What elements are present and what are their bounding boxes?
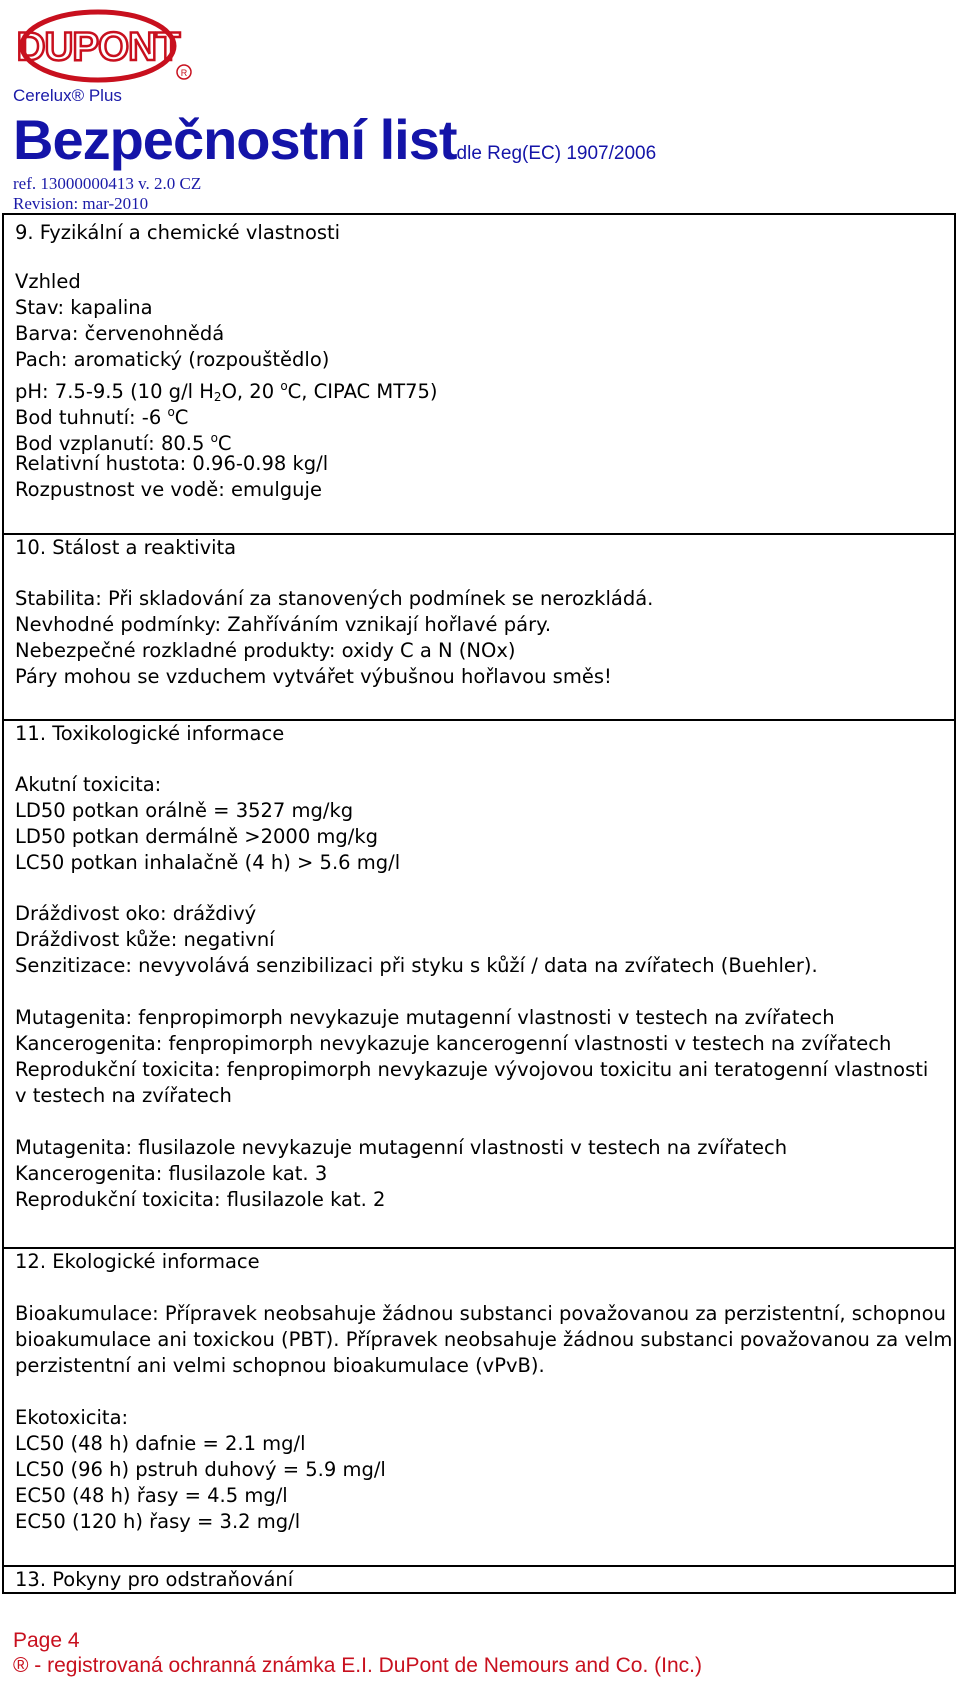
lc50-inhalation: LC50 potkan inhalačně (4 h) > 5.6 mg/l [15, 851, 401, 874]
title-text: Bezpečnostní list [13, 108, 457, 171]
ph: pH: 7.5-9.5 (10 g/l $H_2O$, 20 $^o$C, CIPAC MT75) [15, 379, 438, 404]
trademark-notice: ® - registrovaná ochranná známka E.I. DuPont de Nemours and Co. (Inc.) [13, 1654, 702, 1677]
eye-irritation: Dráždivost oko: dráždivý [15, 902, 257, 925]
decomposition-products: Nebezpečné rozkladné produkty: oxidy C a N (NOx) [15, 639, 516, 662]
bioaccumulation-line-1: Bioakumulace: Přípravek neobsahuje žádnou substanci považovanou za perzistentní, schopnou [15, 1302, 946, 1325]
section-10-title: 10. Stálost a reaktivita [15, 536, 237, 559]
reproductive-fenpropimorph-cont: v testech na zvířatech [15, 1084, 232, 1107]
vapors-warning: Páry mohou se vzduchem vytvářet výbušnou hořlavou směs! [15, 665, 612, 688]
ld50-dermal: LD50 potkan dermálně >2000 mg/kg [15, 825, 379, 848]
stability: Stabilita: Při skladování za stanovených podmínek se nerozkládá. [15, 587, 654, 610]
ecotoxicity-heading: Ekotoxicita: [15, 1406, 129, 1429]
color: Barva: červenohnědá [15, 322, 225, 345]
document-ref: ref. 13000000413 v. 2.0 CZ [13, 174, 202, 193]
density: Relativní hustota: 0.96-0.98 kg/l [15, 452, 329, 475]
section-13-title: 13. Pokyny pro odstraňování [15, 1568, 294, 1591]
pour-point: Bod tuhnutí: -6 $^o$C [15, 405, 189, 429]
mutagenicity-flusilazole: Mutagenita: flusilazole nevykazuje mutagenní vlastnosti v testech na zvířatech [15, 1136, 788, 1159]
ec50-algae-48h: EC50 (48 h) řasy = 4.5 mg/l [15, 1484, 288, 1507]
state: Stav: kapalina [15, 296, 153, 319]
lc50-trout: LC50 (96 h) pstruh duhový = 5.9 mg/l [15, 1458, 386, 1481]
regulation: dle Reg(EC) 1907/2006 [456, 143, 657, 164]
lc50-daphnia: LC50 (48 h) dafnie = 2.1 mg/l [15, 1432, 306, 1455]
mutagenicity-fenpropimorph: Mutagenita: fenpropimorph nevykazuje mutagenní vlastnosti v testech na zvířatech [15, 1006, 835, 1029]
skin-irritation: Dráždivost kůže: negativní [15, 928, 275, 951]
carcinogenicity-flusilazole: Kancerogenita: flusilazole kat. 3 [15, 1162, 328, 1185]
ec50-algae-120h: EC50 (120 h) řasy = 3.2 mg/l [15, 1510, 301, 1533]
logo-text: DUPONT [18, 25, 180, 69]
bioaccumulation-line-3: perzistentní ani velmi schopnou bioakumulace (vPvB). [15, 1354, 545, 1377]
section-11 [2, 719, 956, 1247]
conditions: Nevhodné podmínky: Zahříváním vznikají hořlavé páry. [15, 613, 552, 636]
reproductive-flusilazole: Reprodukční toxicita: flusilazole kat. 2 [15, 1188, 386, 1211]
appearance-heading: Vzhled [15, 270, 81, 293]
reproductive-fenpropimorph: Reprodukční toxicita: fenpropimorph nevykazuje vývojovou toxicitu ani teratogenní vlastnosti [15, 1058, 929, 1081]
revision-date: Revision: mar-2010 [13, 194, 149, 213]
section-12 [2, 1247, 956, 1565]
page-number: Page 4 [13, 1629, 80, 1652]
sensitization: Senzitizace: nevyvolává senzibilizaci při styku s kůží / data na zvířatech (Buehler). [15, 954, 818, 977]
solubility: Rozpustnost ve vodě: emulguje [15, 478, 322, 501]
svg-text:R: R [180, 68, 188, 78]
ld50-oral: LD50 potkan orálně = 3527 mg/kg [15, 799, 354, 822]
odor: Pach: aromatický (rozpouštědlo) [15, 348, 330, 371]
bioaccumulation-line-2: bioakumulace ani toxickou (PBT). Přípravek neobsahuje žádnou substanci považovanou za velmi [15, 1328, 958, 1351]
section-9-title: 9. Fyzikální a chemické vlastnosti [15, 221, 341, 244]
acute-toxicity: Akutní toxicita: [15, 773, 162, 796]
dupont-logo [18, 8, 194, 86]
section-9 [2, 213, 956, 533]
section-12-title: 12. Ekologické informace [15, 1250, 260, 1273]
section-11-title: 11. Toxikologické informace [15, 722, 285, 745]
flash-point: Bod vzplanutí: 80.5 $^o$C [15, 431, 232, 455]
section-10 [2, 533, 956, 719]
carcinogenicity-fenpropimorph: Kancerogenita: fenpropimorph nevykazuje kancerogenní vlastnosti v testech na zvířatech [15, 1032, 892, 1055]
section-13 [2, 1565, 956, 1594]
product-name: Cerelux® Plus [13, 86, 122, 105]
